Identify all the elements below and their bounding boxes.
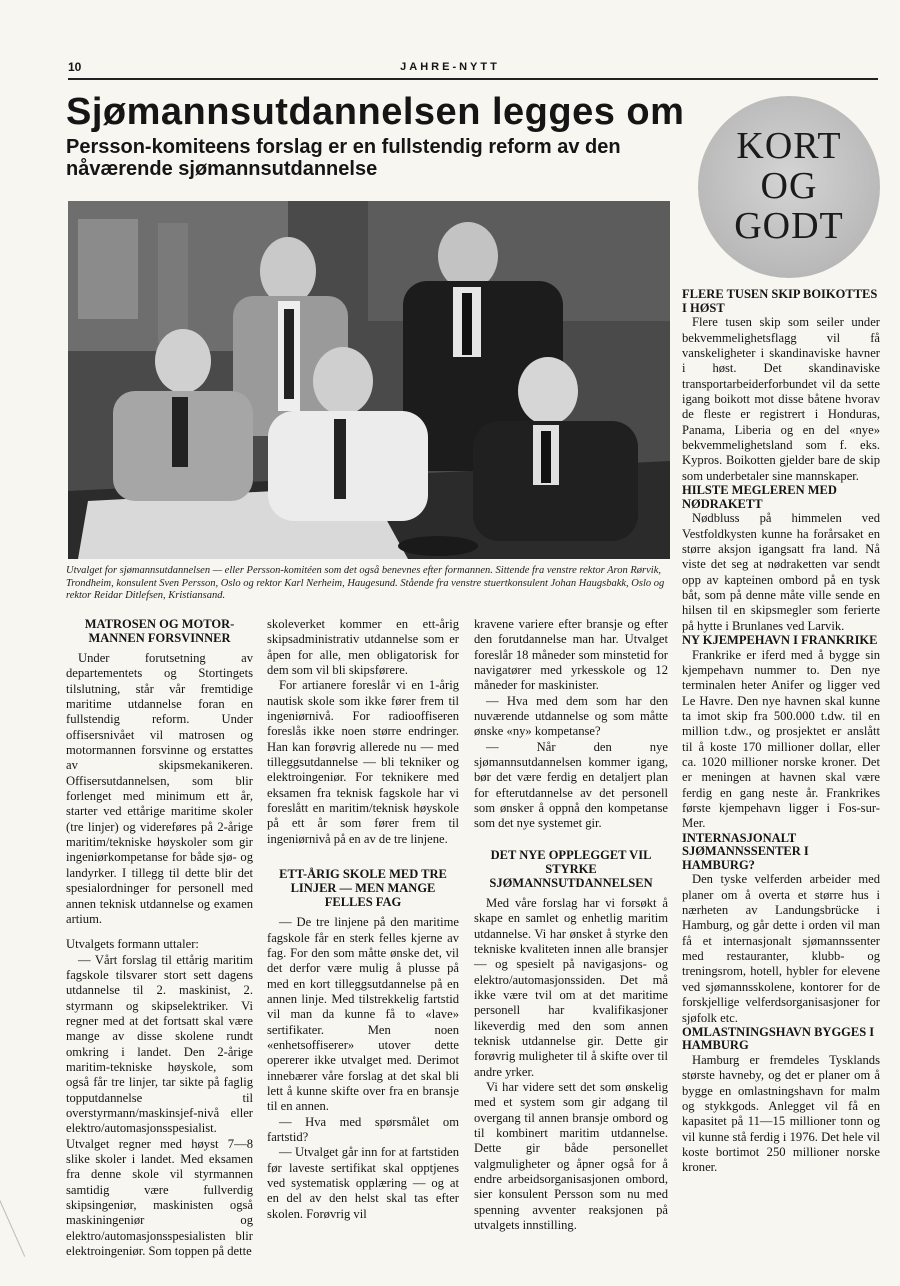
sidebar-news-column xyxy=(682,288,880,1176)
paragraph: — Vårt forslag til ettårig maritim fagskole tilsvarer stort sett dagens utdannelse til 2. maskinist, 2. styrmann og skipselektriker. Vi regner med at det fortsatt skal være mange av disse skolene rundt omkring i landet. Den 2-årige maritim-tekniske høyskole, som også får tre linjer, tar sikte på faglig topputdannelse til overstyrmann/maskinsjef-nivå eller elektro/automasjonsspesialist. Utvalget regner med høyst 7—8 slike skoler i landet. Med eksamen fra denne skole vil styrmannen samtidig være fullverdig skipsingeniør, maskinisten også maskiningeniør og elektro/automasjonsspesialisten blir elektroingeniør. Som toppen på dette xyxy=(66,952,253,1259)
paragraph: Med våre forslag har vi forsøkt å skape en samlet og enhetlig maritim utdannelse. Vi har ønsket å styrke den tekniske kvaliteten innen alle bransjer — og spesielt på navigasjons- og elektro/automasjonssiden. Det må ikke være tvil om at det maritime personell har kvalifikasjoner likeverdig med den som annen teknisk utdannelse gir. Dette gir forøvrig muligheter til å skifte over til andre yrker. xyxy=(474,895,668,1079)
news-item-body: Flere tusen skip som seiler under bekvemmelighetsflagg vil få vanskeligheter i skandinaviske havner i høst. Det skandinaviske transportarbeiderforbundet vil da sette igang boikott mot disse båtene hvorav de fleste er registrert i Honduras, Panama, Liberia og en del «nye» bekvemmelighetsland som f. eks. Kypros. Boikotten gjelder bare de skip som underbetaler sine mannskaper. xyxy=(682,315,880,483)
subhead: Persson-komiteens forslag er en fullstendig reform av den nåværende sjømannsutdannelse xyxy=(66,136,621,180)
section-heading: DET NYE OPPLEGGET VIL STYRKE SJØMANNSUTDANNELSEN xyxy=(489,847,653,890)
scan-artifact-line xyxy=(0,1183,25,1256)
news-item-heading: NY KJEMPEHAVN I FRANKRIKE xyxy=(682,632,878,647)
paragraph: Utvalgets formann uttaler: xyxy=(66,937,199,952)
news-item-body: Den tyske velferden arbeider med planer om å overta et større hus i nærheten av Landungsbrücke i Hamburg, og går dette i orden vil man få et internasjonalt sjømannssenter med restauranter, klubb- og treningsrom, hotell, hybler for elevene ved sjømannsskolene, kontorer for de forskjellige velferdsorganisasjoner for sjøfolk etc. xyxy=(682,872,880,1025)
news-item-heading: INTERNASJONALT SJØMANNSSENTER I HAMBURG? xyxy=(682,830,809,872)
paragraph: Under forutsetning av departementets og Stortingets tilslutning, står vår fremtidige maritime utdannelse foran en fullstendig reform. Under offisersnivået vil matrosen og motormannen forsvinne og erstattes av skipsmekanikeren. Offisersutdannelsen, som blir forlenget med minimum ett år, starter ved ettårige maritime skoler (tre linjer) og videreføres på 2-årige maritim/tekniske høyskoler som gir ingeniørkompetanse for både sjø- og landyrker. I tillegg til dette blir det spesialordninger for personell med annen teknisk utdannelse og examen artium. xyxy=(66,651,253,926)
page-number: 10 xyxy=(68,60,82,74)
paragraph: For artianere foreslår vi en 1-årig nautisk skole som ikke fører frem til ingeniørnivå. For radiooffiseren foreslås ikke noen større endringer. Han kan forøvrig allerede nu — med tilleggsutdannelse — bli tekniker og elektroingeniør. For teknikere med eksamen fra teknisk fagskole har vi foreslått en maritim/teknisk høyskole på ett år som fører frem til ingeniørnivå på en av de tre linjene. xyxy=(267,678,459,846)
paragraph: — Når den nye sjømannsutdannelsen kommer igang, bør det være ferdig en detaljert plan for efterutdannelse av det personell som ønsker å oppnå den kompetanse som det nye systemet gir. xyxy=(474,739,668,831)
paragraph: skoleverket kommer en ett-årig skipsadministrativ utdannelse som er åpen for alle, men obligatorisk for dem som vil bli skipsførere. xyxy=(267,617,459,678)
article-column-2 xyxy=(267,617,459,1222)
paragraph: — De tre linjene på den maritime fagskole får en sterk felles kjerne av fag. For den som måtte ønske det, vil det derfor være mulig å plusse på med en kort tilleggsutdannelse på en annen linje. Med tilstrekkelig fartstid vil man da kunne få to «lave» sertifikater. Men noen «enhetsoffiserer» utover dette opererer ikke utvalget med. Derimot innebærer våre forslag at det skal bli lett å kunne skifte over fra en bransje til en annen. xyxy=(267,915,459,1114)
news-item-heading: FLERE TUSEN SKIP BOIKOTTES I HØST xyxy=(682,287,878,315)
paragraph: Vi har videre sett det som ønskelig med et system som gir adgang til overgang til annen bransje ombord og til kombinert maritim utdannelse. Dette gir både personellet valgmuligheter og åpner også for å endre arbeidsorganisasjonen ombord, sier konsulent Persson som nu med spenning avventer reaksjonen på utvalgets innstilling. xyxy=(474,1079,668,1233)
photo-caption: Utvalget for sjømannsutdannelsen — eller Persson-komitéen som det også benevnes efter formannen. Sittende fra venstre rektor Aron Rørvik, Trondheim, konsulent Sven Persson, Oslo og rektor Karl Nerheim, Haugesund. Stående fra venstre stuertkonsulent Johan Haugsbakk, Oslo og rektor Reidar Ditlefsen, Kristiansand. xyxy=(66,565,665,601)
news-item-body: Frankrike er iferd med å bygge sin kjempehavn nummer to. Den nye terminalen heter Anifer og ligger ved Le Havre. Den nye havnen skal kunne ta imot skip fra 500.000 t.dw. til en million t.dw., og prosjektet er anslått til å koste 170 millioner dollar, eller ca. 1020 millioner norske kroner. Det er meningen at havnen skal være ferdig en gang neste år. Frankrikes første kjempehavn ligger i Fos-sur-Mer. xyxy=(682,647,880,831)
badge-line: GODT xyxy=(734,205,844,247)
paragraph: — Hva med dem som har den nuværende utdannelse og som måtte ønske «ny» kompetanse? xyxy=(474,693,668,739)
header-rule xyxy=(68,78,878,80)
news-item-body: Nødbluss på himmelen ved Vestfoldkysten kunne ha forårsaket en større aksjon igangsatt fra land. Nå viste det seg at nødraketten var sendt opp av kapteinen ombord på en tysk båt, som på denne måte ville sende en hilsen til en skipsmegler som ferierte på hytte i Brunlanes ved Larvik. xyxy=(682,511,880,633)
kort-og-godt-badge xyxy=(698,96,880,278)
badge-line: KORT xyxy=(736,125,842,167)
running-head: JAHRE-NYTT xyxy=(400,61,500,73)
group-portrait-image xyxy=(68,201,670,559)
badge-line: OG xyxy=(760,165,818,207)
news-item-heading: HILSTE MEGLEREN MED NØDRAKETT xyxy=(682,482,837,511)
paragraph: — Hva med spørsmålet om fartstid? xyxy=(267,1114,459,1144)
paragraph: kravene variere efter bransje og efter den forutdannelse man har. Utvalget foreslår 18 måneder som minstetid for navigatører med yrkesskole og 12 måneder for maskinister. xyxy=(474,617,668,693)
article-column-1 xyxy=(66,617,253,1259)
headline: Sjømannsutdannelsen legges om xyxy=(66,91,685,133)
article-column-3 xyxy=(474,617,668,1233)
news-item-heading: OMLASTNINGSHAVN BYGGES I HAMBURG xyxy=(682,1024,875,1053)
article-photo xyxy=(68,201,670,559)
paragraph: — Utvalget går inn for at fartstiden før laveste sertifikat skal opptjenes ved systematisk opplæring — og at en del av den helst skal tas efter skolen. Forøvrig vil xyxy=(267,1145,459,1221)
section-heading: MATROSEN OG MOTOR-MANNEN FORSVINNER xyxy=(84,617,235,645)
news-item-body: Hamburg er fremdeles Tysklands største havneby, og det er planer om å bygge en omlastningshavn for malm og stykkgods. Anlegget vil få en kapasitet på 11—15 millioner tonn og vil kunne stå ferdig i 1976. Det hele vil koste bortimot 250 millioner norske kroner. xyxy=(682,1053,880,1175)
section-heading: ETT-ÅRIG SKOLE MED TRE LINJER — MEN MANGE FELLES FAG xyxy=(279,867,447,910)
